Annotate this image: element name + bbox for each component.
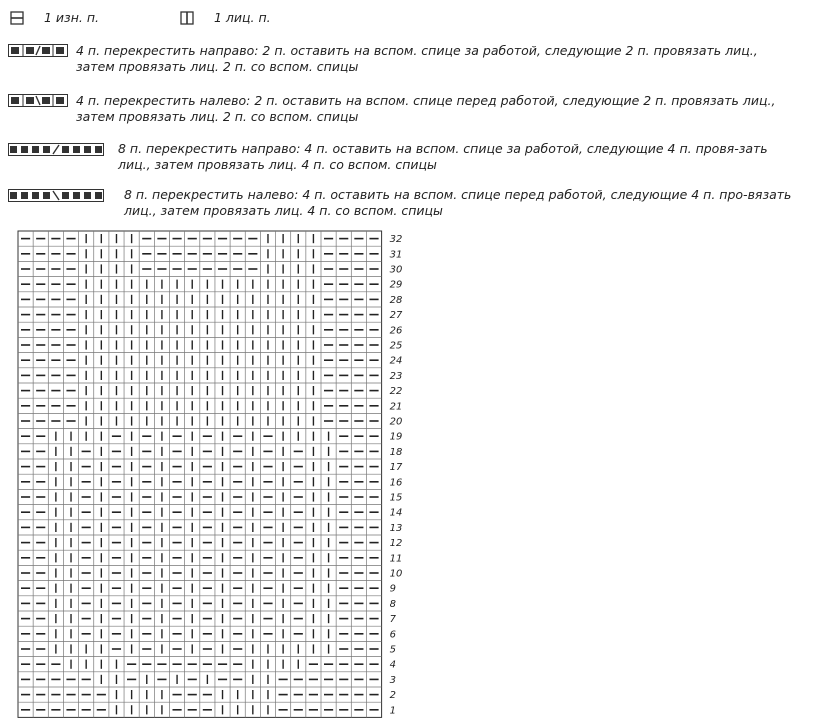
row-number: 5 <box>389 644 396 656</box>
row-number: 2 <box>389 690 396 702</box>
row-number: 27 <box>389 310 403 322</box>
row-number: 3 <box>389 674 396 686</box>
row-number: 28 <box>389 294 403 306</box>
row-number: 26 <box>389 325 403 337</box>
row-number: 17 <box>389 462 403 474</box>
row-number: 20 <box>389 416 403 428</box>
row-number: 18 <box>389 446 403 458</box>
row-number: 31 <box>389 249 403 261</box>
row-number: 9 <box>389 583 396 595</box>
legend-cable-3-label: 8 п. перекрестить направо: 4 п. оставить на вспом. спице за работой, следующие 4 п. провя-зать лиц., затем провязать лиц. 4 п. со вспом. спицы <box>118 141 768 172</box>
row-number: 1 <box>389 705 396 717</box>
row-number: 25 <box>389 340 403 352</box>
row-number: 15 <box>389 492 403 504</box>
row-number: 10 <box>389 568 403 580</box>
row-number: 30 <box>389 264 403 276</box>
row-number: 16 <box>389 477 403 489</box>
row-number: 21 <box>389 401 403 413</box>
row-number: 13 <box>389 522 403 534</box>
row-number: 4 <box>389 659 396 671</box>
row-number: 12 <box>389 538 403 550</box>
legend-cable-2-label: 4 п. перекрестить налево: 2 п. оставить на вспом. спице перед работой, следующие 2 п. провязать лиц., затем провязать лиц. 2 п. со вспом. спицы <box>76 93 776 124</box>
row-number: 32 <box>389 234 403 246</box>
row-number: 6 <box>389 629 396 641</box>
legend-cable-1-label: 4 п. перекрестить направо: 2 п. оставить на вспом. спице за работой, следующие 2 п. провязать лиц., затем провязать лиц. 2 п. со вспом. спицы <box>76 43 758 74</box>
row-number: 22 <box>389 386 403 398</box>
row-number: 29 <box>389 279 403 291</box>
legend-knit-label: 1 лиц. п. <box>214 10 271 25</box>
row-number: 7 <box>389 614 396 626</box>
row-number: 11 <box>389 553 403 565</box>
row-number: 23 <box>389 370 403 382</box>
row-number: 14 <box>389 507 403 519</box>
row-number: 19 <box>389 431 403 443</box>
legend-purl-label: 1 изн. п. <box>44 10 99 25</box>
row-number: 24 <box>389 355 403 367</box>
row-number: 8 <box>389 598 396 610</box>
legend-cable-4-label: 8 п. перекрестить налево: 4 п. оставить на вспом. спице перед работой, следующие 4 п. про-вязать лиц., затем провязать лиц. 4 п. со вспом. спицы <box>124 187 792 218</box>
